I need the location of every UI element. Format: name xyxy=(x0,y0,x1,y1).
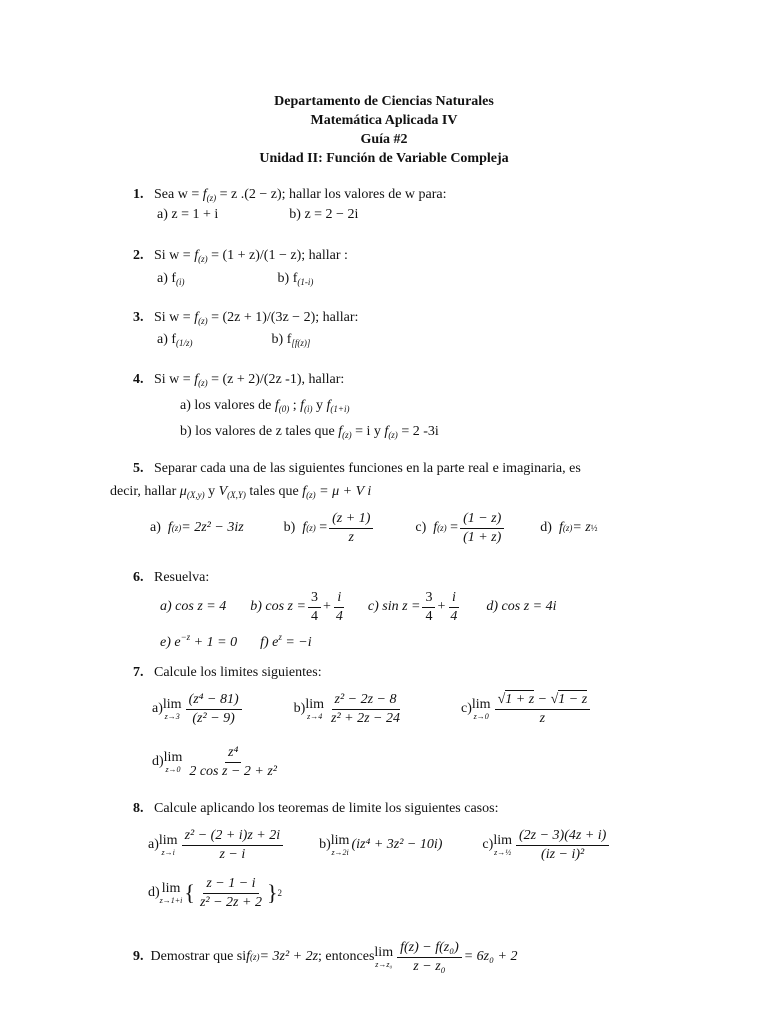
numerator: (z⁴ − 81) xyxy=(186,692,242,710)
math-f: f xyxy=(302,484,307,499)
math-sub: (z) xyxy=(198,316,208,326)
math-sub: (z) xyxy=(198,378,208,388)
expression: = 2z² − 3iz xyxy=(181,520,244,535)
math-f: f xyxy=(384,424,389,439)
problem-text-rest: = (1 + z)/(1 − z); hallar : xyxy=(207,248,348,263)
numerator: z − 1 − i xyxy=(203,876,258,894)
part-a: a) xyxy=(150,520,161,535)
expression: = 6z₀ + 2 xyxy=(463,949,518,964)
denominator: z xyxy=(348,529,354,545)
denominator: (z² − 9) xyxy=(192,710,235,726)
problem-3 xyxy=(133,309,358,330)
math-sub: (z) xyxy=(562,523,573,533)
course-title: Matemática Aplicada IV xyxy=(310,113,458,128)
problem-1-parts xyxy=(157,206,358,224)
part-d: d) xyxy=(540,520,552,535)
part-a: a) xyxy=(152,701,163,716)
fraction xyxy=(186,745,280,780)
problem-7-parts-2 xyxy=(152,740,282,784)
math-sub: (X,y) xyxy=(186,490,205,500)
expression: + 1 = 0 xyxy=(190,635,238,650)
limit xyxy=(163,698,182,721)
part-a: a) cos z = 4 xyxy=(160,599,227,614)
limit-variable: z→i xyxy=(161,847,175,857)
problem-text: Si w = xyxy=(154,248,195,263)
limit-variable: z→1+i xyxy=(159,895,183,905)
problem-number: 8. xyxy=(133,801,144,816)
problem-1 xyxy=(133,186,447,207)
limit xyxy=(305,698,324,721)
part-a: a) z = 1 + i xyxy=(157,207,219,222)
limit-label: lim xyxy=(162,696,182,712)
denominator: z − i xyxy=(219,846,246,862)
limit-variable: z→2i xyxy=(331,847,349,857)
radicand: 1 − z xyxy=(558,691,588,707)
math-f: f xyxy=(194,310,199,325)
math-sub: (z) xyxy=(388,430,398,440)
fraction xyxy=(329,511,373,546)
fraction xyxy=(328,692,403,727)
math-f: f xyxy=(326,398,331,413)
sqrt-sign: √ xyxy=(497,691,506,707)
limit-variable: z→3 xyxy=(164,711,180,721)
equation-part: = μ + V i xyxy=(315,484,372,499)
fraction xyxy=(197,876,265,911)
fraction xyxy=(422,590,435,625)
numerator xyxy=(495,692,591,710)
denominator: 2 cos z − 2 + z² xyxy=(189,763,277,779)
problem-text: Separar cada una de las siguientes funciones en la parte real e imaginaria, es xyxy=(154,461,581,476)
problem-6 xyxy=(133,569,209,587)
problem-text: tales que xyxy=(245,484,303,499)
problem-text: Resuelva: xyxy=(154,570,210,585)
part-f: f) e xyxy=(260,635,279,650)
problem-8-parts-2 xyxy=(148,868,282,918)
part-a: a) los valores de xyxy=(180,398,275,413)
denominator: z² + 2z − 24 xyxy=(331,710,400,726)
problem-6-parts-2 xyxy=(160,628,312,652)
equation-part: = 2 -3i xyxy=(397,424,439,439)
part-b: b) f xyxy=(277,271,298,286)
math-sub: (z) xyxy=(250,952,260,962)
operator: + xyxy=(437,599,446,614)
part-b: b) z = 2 − 2i xyxy=(289,207,359,222)
limit-label: lim xyxy=(163,749,183,765)
denominator: z − z₀ xyxy=(413,958,446,974)
limit-label: lim xyxy=(161,880,181,896)
problem-5-line2 xyxy=(110,483,371,504)
fraction xyxy=(516,828,609,863)
limit-label: lim xyxy=(493,832,512,848)
limit-variable: z→0 xyxy=(473,711,489,721)
conjunction: y xyxy=(312,398,327,413)
conjunction: y xyxy=(204,484,219,499)
fraction xyxy=(460,511,504,546)
fraction xyxy=(447,590,460,625)
limit xyxy=(472,698,491,721)
numerator: 3 xyxy=(422,590,435,608)
limit-variable: z→0 xyxy=(165,764,181,774)
department-title: Departamento de Ciencias Naturales xyxy=(274,94,494,109)
part-b: b) los valores de z tales que xyxy=(180,424,339,439)
expression: = −i xyxy=(281,635,312,650)
problem-7-parts-1 xyxy=(152,686,592,732)
limit xyxy=(374,946,393,969)
expression: = 3z² + 2z xyxy=(259,949,319,964)
numerator: i xyxy=(449,590,459,608)
math-f: f xyxy=(433,520,438,535)
math-sub: (X,Y) xyxy=(227,490,246,500)
problem-7 xyxy=(133,664,322,682)
part-c: c) xyxy=(415,520,427,535)
denominator: 4 xyxy=(450,608,458,624)
problem-4 xyxy=(133,371,344,392)
fraction xyxy=(397,940,462,975)
math-sub: (1-i) xyxy=(297,277,314,287)
fraction xyxy=(495,692,591,727)
numerator: f(z) − f(z₀) xyxy=(397,940,462,958)
part-b: b) xyxy=(319,837,331,852)
math-sub: (1+i) xyxy=(330,404,350,414)
denominator: 4 xyxy=(425,608,433,624)
fraction xyxy=(182,828,284,863)
problem-text: Sea w = xyxy=(154,187,203,202)
problem-number: 7. xyxy=(133,665,144,680)
problem-text: Si w = xyxy=(154,310,195,325)
problem-9 xyxy=(133,934,517,980)
part-a: a) f xyxy=(157,332,177,347)
numerator: (z + 1) xyxy=(329,511,373,529)
problem-number: 4. xyxy=(133,372,144,387)
problem-number: 9. xyxy=(133,949,144,964)
problem-8 xyxy=(133,800,498,818)
problem-text-rest: = z .(2 − z); hallar los valores de w para: xyxy=(216,187,447,202)
part-d: d) xyxy=(152,754,164,769)
problem-4-part-a xyxy=(180,397,350,418)
problem-text: decir, hallar xyxy=(110,484,180,499)
problem-text: ; entonces xyxy=(318,949,375,964)
problem-2 xyxy=(133,247,348,268)
problem-5-parts: a) f (z) = 2z² − 3iz b) f (z) = $\frac{(z + 1)}{z}$ c) f (z) = $\frac{(1 - z)}{(1 + z)}$ d) f (z) = z ½ xyxy=(150,510,598,545)
part-b: b) xyxy=(293,701,306,716)
radicand: 1 + z xyxy=(505,691,535,707)
problem-6-parts-1 xyxy=(160,587,557,627)
math-sub: (z) xyxy=(306,490,316,500)
math-sub: (z) xyxy=(206,193,217,203)
fraction xyxy=(186,692,242,727)
math-sub: (1/z) xyxy=(176,338,193,348)
equation-part: = i y xyxy=(351,424,385,439)
limit xyxy=(159,834,178,857)
math-f: f xyxy=(302,520,307,535)
part-a: a) f xyxy=(157,271,177,286)
problem-text: Demostrar que si xyxy=(150,949,247,964)
limit xyxy=(164,751,183,774)
math-mu: μ xyxy=(179,484,187,499)
operator: − √ xyxy=(534,691,559,707)
unit-title: Unidad II: Función de Variable Compleja xyxy=(259,151,509,166)
math-f: f xyxy=(202,187,207,202)
math-f: f xyxy=(246,949,251,964)
limit-variable: z→½ xyxy=(494,847,512,857)
math-sub: (i) xyxy=(304,404,313,414)
math-sub: [f(z)] xyxy=(291,338,311,348)
numerator: (1 − z) xyxy=(460,511,504,529)
part-b: b) f xyxy=(271,332,292,347)
problem-8-parts-1 xyxy=(148,822,611,868)
numerator: (2z − 3)(4z + i) xyxy=(516,828,609,846)
problem-4-part-b xyxy=(180,423,439,444)
fraction xyxy=(333,590,346,625)
math-f: f xyxy=(558,520,563,535)
math-f: f xyxy=(300,398,305,413)
problem-number: 6. xyxy=(133,570,144,585)
exponent: z xyxy=(278,632,282,642)
expression: (iz⁴ + 3z² − 10i) xyxy=(351,837,443,852)
limit-label: lim xyxy=(374,944,394,960)
part-d: d) cos z = 4i xyxy=(486,599,557,614)
operator: + xyxy=(322,599,331,614)
problem-2-parts xyxy=(157,270,313,291)
part-e: e) e xyxy=(160,635,181,650)
math-sub: (z) xyxy=(437,523,447,533)
denominator: (iz − i)² xyxy=(541,846,585,862)
math-f: f xyxy=(194,372,199,387)
math-f: f xyxy=(338,424,343,439)
part-c: c) xyxy=(461,701,472,716)
math-f: f xyxy=(167,520,172,535)
problem-text-rest: = (z + 2)/(2z -1), hallar: xyxy=(207,372,345,387)
exponent: 2 xyxy=(277,888,283,898)
expression: = z xyxy=(572,520,591,535)
denominator: z xyxy=(539,710,546,726)
fraction xyxy=(308,590,321,625)
problem-text: Calcule los limites siguientes: xyxy=(154,665,322,680)
part-c: c) sin z = xyxy=(367,599,421,614)
problem-text: Si w = xyxy=(154,372,195,387)
limit xyxy=(331,834,350,857)
problem-5 xyxy=(133,460,581,478)
problem-number: 3. xyxy=(133,310,144,325)
document-header xyxy=(0,92,768,168)
numerator: z² − 2z − 8 xyxy=(332,692,400,710)
exponent: ½ xyxy=(590,523,598,533)
denominator: 4 xyxy=(335,608,343,624)
math-f: f xyxy=(194,248,199,263)
denominator: 4 xyxy=(310,608,318,624)
problem-number: 2. xyxy=(133,248,144,263)
problem-text: Calcule aplicando los teoremas de limite los siguientes casos: xyxy=(154,801,499,816)
right-brace: } xyxy=(266,880,278,905)
numerator: i xyxy=(334,590,344,608)
math-sub: (0) xyxy=(278,404,290,414)
part-d: d) xyxy=(148,885,160,900)
numerator: 3 xyxy=(308,590,321,608)
problem-number: 1. xyxy=(133,187,144,202)
limit-label: lim xyxy=(305,696,324,712)
math-sub: (z) xyxy=(171,523,182,533)
limit xyxy=(160,882,183,905)
part-b: b) cos z = xyxy=(250,599,306,614)
limit-label: lim xyxy=(471,696,491,712)
problem-number: 5. xyxy=(133,461,144,476)
math-sub: (z) xyxy=(306,523,316,533)
problem-3-parts xyxy=(157,331,310,352)
denominator: z² − 2z + 2 xyxy=(199,894,262,910)
limit-variable: z→z₀ xyxy=(375,959,393,969)
numerator: z² − (2 + i)z + 2i xyxy=(182,828,284,846)
part-b: b) xyxy=(283,520,296,535)
denominator: (1 + z) xyxy=(463,529,502,545)
exponent: −z xyxy=(180,632,191,642)
limit-label: lim xyxy=(330,832,350,848)
math-sub: (z) xyxy=(198,254,208,264)
part-a: a) xyxy=(148,837,159,852)
guide-title: Guía #2 xyxy=(360,132,408,147)
part-c: c) xyxy=(482,837,494,852)
left-brace: { xyxy=(184,880,195,905)
math-f: f xyxy=(274,398,279,413)
limit-variable: z→4 xyxy=(307,711,323,721)
math-sub: (i) xyxy=(176,277,185,287)
numerator: z⁴ xyxy=(225,745,241,763)
math-sub: (z) xyxy=(342,430,352,440)
problem-text-rest: = (2z + 1)/(3z − 2); hallar: xyxy=(207,310,359,325)
math-v: V xyxy=(218,484,228,499)
limit-label: lim xyxy=(158,832,178,848)
limit xyxy=(493,834,512,857)
separator: ; xyxy=(289,398,301,413)
